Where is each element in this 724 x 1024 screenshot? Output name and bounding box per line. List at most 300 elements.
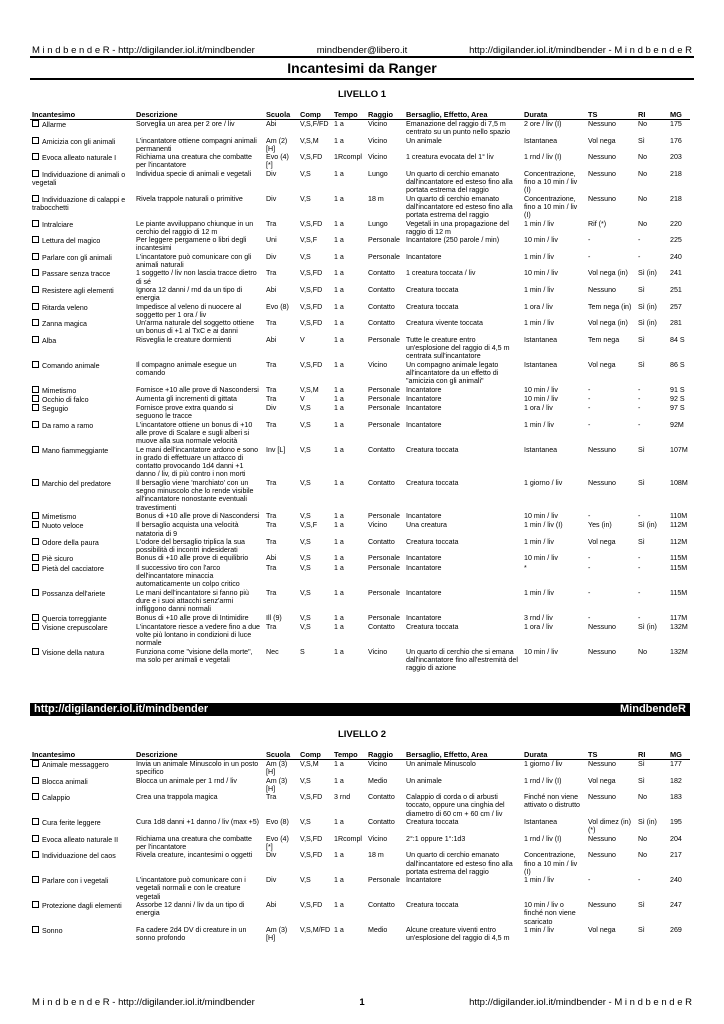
cell-source-page: 108M [670,478,688,487]
spell-name-text: Blocca animali [42,777,88,786]
cell-spell-name [30,336,134,361]
cell-spell-resistance: Sì [638,335,645,344]
checkbox[interactable] [32,404,39,411]
cell-spell-name [30,404,134,421]
column-header-target: Bersaglio, Effetto, Area [404,750,522,760]
cell-spell-name [30,386,134,395]
cell-spell-name [30,120,134,137]
column-header-saving-throw: TS [586,750,636,760]
cell-saving-throw: Nessuno [588,194,616,203]
page-footer [32,996,692,1008]
checkbox[interactable] [32,835,39,842]
checkbox[interactable] [32,446,39,453]
cell-school: Evo (4) [*] [266,834,289,851]
cell-source-page: 92 S [670,394,685,403]
cell-range: Lungo [368,219,388,228]
cell-duration: 10 min / liv o finché non viene scaricato [524,901,576,926]
table-row [30,395,690,404]
cell-range: Contatto [368,285,395,294]
cell-components: V,S,M [300,136,319,145]
cell-target: Un animale [406,776,442,785]
cell-target: Un compagno animale legato all'incantatore da un effetto di "amicizia con gli animali" [406,360,499,386]
cell-spell-name [30,195,134,220]
cell-source-page: 92M [670,420,684,429]
cell-source-page: 86 S [670,360,685,369]
cell-casting-time: 1 a [334,563,344,572]
cell-target: 1 creatura evocata del 1° liv [406,153,494,162]
cell-description: Individua specie di animali e vegetali [136,169,252,178]
column-header-saving-throw: TS [586,110,636,120]
cell-spell-resistance: No [638,153,648,162]
cell-saving-throw: Nessuno [588,120,616,128]
cell-school: Abi [266,285,277,294]
cell-spell-name [30,303,134,320]
cell-description: Fornisce prove extra quando si seguono le tracce [136,404,234,421]
cell-spell-resistance: - [638,876,641,885]
cell-duration: 1 min / liv [524,219,554,228]
cell-description: Richiama una creatura che combatte per l'incantatore [136,834,252,851]
cell-spell-name [30,564,134,589]
spell-name-text: Marchio del predatore [42,479,112,488]
cell-description: Assorbe 12 danni / liv da un tipo di energia [136,901,245,918]
cell-target: Creatura toccata [406,537,459,546]
table-row [30,564,690,589]
footer-right-text: http://digilander.iol.it/mindbender - M i n d b e n d e R [469,996,692,1008]
cell-spell-name [30,286,134,303]
cell-description: Aumenta gli incrementi di gittata [136,394,237,403]
cell-source-page: 175 [670,120,682,128]
spell-name-text: Visione della natura [42,648,105,657]
cell-school: Tra [266,269,277,278]
cell-school: Div [266,252,277,261]
cell-school: Abi [266,335,277,344]
cell-source-page: 281 [670,319,682,328]
cell-duration: 10 min / liv [524,647,558,656]
table-row [30,336,690,361]
cell-duration: Finché non viene attivato o distrutto [524,793,580,810]
cell-casting-time: 1 a [334,404,344,413]
cell-duration: Istantanea [524,360,558,369]
table-row [30,835,690,852]
table-row [30,818,690,835]
cell-components: V,S,FD [300,901,323,910]
cell-school: Ill (9) [266,613,282,622]
cell-description: Richiama una creatura che combatte per l'incantatore [136,153,252,170]
cell-casting-time: 1 a [334,360,344,369]
cell-saving-throw: Vol dimez (in) (*) [588,818,631,835]
checkbox[interactable] [32,521,39,528]
cell-spell-resistance: No [638,647,648,656]
cell-target: Incantatore [406,613,442,622]
cell-school: Am (3) [H] [266,925,288,943]
checkbox[interactable] [32,614,39,621]
spell-name-text: Parlare con gli animali [42,253,112,262]
cell-target: Creatura toccata [406,818,459,827]
checkbox[interactable] [32,137,39,144]
cell-source-page: 117M [670,613,688,622]
cell-description: Fa cadere 2d4 DV di creature in un sonno profondo [136,925,247,943]
section-divider-bar [30,703,690,716]
cell-range: Personale [368,404,400,413]
cell-components: V,S [300,818,311,827]
checkbox[interactable] [32,623,39,630]
cell-school: Tra [266,521,277,530]
cell-saving-throw: - [588,385,591,394]
spell-name-text: Amicizia con gli animali [42,137,116,146]
cell-spell-resistance: - [638,588,641,597]
spell-name-text: Quercia torreggiante [42,614,107,623]
cell-school: Div [266,851,277,860]
table-row [30,319,690,336]
cell-components: V,S,FD [300,153,323,162]
cell-saving-throw: Nessuno [588,622,616,631]
checkbox[interactable] [32,120,39,127]
cell-casting-time: 1 a [334,925,344,934]
cell-casting-time: 1 a [334,302,344,311]
checkbox[interactable] [32,303,39,310]
spell-name-text: Zanna magica [42,320,87,329]
cell-range: Personale [368,420,400,429]
table-row [30,137,690,154]
cell-components: V,S,M [300,760,319,768]
cell-saving-throw: Vol nega [588,776,616,785]
cell-spell-name [30,220,134,237]
cell-range: Personale [368,876,400,885]
cell-casting-time: 1 a [334,776,344,785]
cell-school: Abi [266,901,277,910]
checkbox[interactable] [32,319,39,326]
checkbox[interactable] [32,269,39,276]
cell-range: Contatto [368,302,395,311]
footer-left-text: M i n d b e n d e R - http://digilander.iol.it/mindbender [32,996,255,1008]
cell-duration: 1 min / liv (I) [524,521,563,530]
cell-spell-name [30,589,134,614]
cell-source-page: 247 [670,901,682,910]
table-header-row [30,750,690,760]
checkbox[interactable] [32,153,39,160]
cell-description: Bonus di +10 alle prove di Intimidire [136,613,249,622]
column-header-spell-resistance: RI [636,750,668,760]
column-header-casting-time: Tempo [332,110,366,120]
cell-description: Le piante avviluppano chiunque in un cerchio del raggio di 12 m [136,219,254,236]
checkbox[interactable] [32,195,39,202]
cell-source-page: 177 [670,760,682,768]
cell-casting-time: 1Rcompl [334,834,362,843]
spell-name-text: Lettura del magico [42,237,101,246]
cell-spell-name [30,269,134,286]
cell-source-page: 112M [670,537,688,546]
cell-target: Un animale [406,136,442,145]
cell-saving-throw: Vol nega [588,537,616,546]
cell-saving-throw: Vol nega (in) [588,269,628,278]
cell-components: V,S [300,194,311,203]
cell-range: Personale [368,335,400,344]
checkbox[interactable] [32,777,39,784]
checkbox[interactable] [32,793,39,800]
cell-spell-resistance: Sì [638,478,645,487]
cell-duration: Istantanea [524,335,558,344]
cell-range: Lungo [368,169,388,178]
table-row [30,648,690,673]
checkbox[interactable] [32,564,39,571]
spell-name-text: Individuazione di calappi e trabocchetti [32,195,126,212]
cell-range: Contatto [368,269,395,278]
cell-spell-name [30,614,134,623]
spell-name-text: Occhio di falco [42,395,89,404]
cell-school: Am (3) [H] [266,760,288,777]
cell-source-page: 110M [670,511,688,520]
cell-target: Un quarto di cerchio emanato dall'incantatore ed esteso fino alla portata estrema del raggio [406,169,513,195]
spell-name-text: Da ramo a ramo [42,421,94,430]
cell-components: V,S,FD [300,302,323,311]
cell-school: Tra [266,420,277,429]
cell-school: Tra [266,360,277,369]
cell-saving-throw: Nessuno [588,851,616,860]
column-header-range: Raggio [366,110,404,120]
cell-range: 18 m [368,851,384,860]
cell-duration: 1 giorno / liv [524,478,563,487]
table-row [30,421,690,446]
cell-school: Uni [266,236,277,245]
cell-source-page: 204 [670,834,682,843]
checkbox[interactable] [32,386,39,393]
cell-duration: 10 min / liv [524,394,558,403]
checkbox[interactable] [32,760,39,767]
cell-components: S [300,647,305,656]
cell-source-page: 115M [670,563,688,572]
cell-saving-throw: - [588,554,591,563]
table-row [30,404,690,421]
cell-spell-resistance: Sì [638,285,645,294]
cell-spell-name [30,253,134,270]
checkbox[interactable] [32,554,39,561]
cell-target: Vegetali in una propagazione del raggio di 12 m [406,219,509,236]
checkbox[interactable] [32,851,39,858]
cell-spell-resistance: Sì (in) [638,269,657,278]
cell-target: Incantatore [406,563,442,572]
page-title: Incantesimi da Ranger [30,56,694,80]
spell-name-text: Animale messaggero [42,761,109,769]
cell-source-page: 132M [670,622,688,631]
checkbox[interactable] [32,512,39,519]
cell-target: 1 creatura toccata / liv [406,269,476,278]
cell-casting-time: 1 a [334,169,344,178]
cell-target: Creatura vivente toccata [406,319,483,328]
cell-casting-time: 1 a [334,901,344,910]
cell-target: Un quarto di cerchio emanato dall'incantatore ed esteso fino alla portata estrema del raggio [406,851,513,876]
cell-school: Tra [266,385,277,394]
spell-name-text: Individuazione di animali o vegetali [32,170,126,188]
spell-name-text: Resistere agli elementi [42,286,114,295]
cell-saving-throw: - [588,394,591,403]
checkbox[interactable] [32,253,39,260]
cell-spell-resistance: - [638,385,641,394]
cell-target: Creatura toccata [406,445,459,454]
checkbox[interactable] [32,361,39,368]
checkbox[interactable] [32,336,39,343]
cell-spell-name [30,876,134,901]
spell-name-text: Protezione dagli elementi [42,902,122,911]
cell-description: 1 soggetto / liv non lascia tracce dietro di sé [136,269,257,286]
cell-components: V,S [300,622,311,631]
table-row [30,286,690,303]
cell-casting-time: 1 a [334,136,344,145]
cell-saving-throw: Rif (*) [588,219,607,228]
cell-description: Bonus di +10 alle prove di Nascondersi [136,511,260,520]
cell-duration: 1 ora / liv [524,622,553,631]
cell-spell-name [30,512,134,521]
cell-spell-name [30,793,134,818]
cell-target: 2°:1 oppure 1°:1d3 [406,834,466,843]
table-row [30,269,690,286]
cell-target: Un quarto di cerchio emanato dall'incantatore ed esteso fino alla portata estrema del raggio [406,194,513,220]
page-header [32,44,692,56]
cell-source-page: 240 [670,252,682,261]
cell-spell-resistance: No [638,169,648,178]
cell-target: Un animale Minuscolo [406,760,476,768]
table-row [30,170,690,195]
cell-duration: Istantanea [524,136,558,145]
cell-school: Am (2) [H] [266,136,288,153]
cell-components: V,S,FD [300,793,323,802]
cell-components: V [300,335,305,344]
column-header-components: Comp [298,110,332,120]
cell-saving-throw: Nessuno [588,793,616,802]
cell-spell-name [30,446,134,479]
checkbox[interactable] [32,876,39,883]
checkbox[interactable] [32,901,39,908]
cell-duration: * [524,563,527,572]
cell-spell-name [30,818,134,835]
cell-description: Ignora 12 danni / rnd da un tipo di energia [136,285,243,303]
table-row [30,777,690,794]
cell-description: L'incantatore ottiene un bonus di +10 alle prove di Scalare e sugli alberi si muove alla sua normale velocità [136,420,253,446]
checkbox[interactable] [32,286,39,293]
table-row [30,446,690,479]
cell-casting-time: 1 a [334,760,344,768]
cell-duration: 1 rnd / liv (I) [524,776,562,785]
cell-spell-name [30,835,134,852]
checkbox[interactable] [32,236,39,243]
checkbox[interactable] [32,170,39,177]
cell-saving-throw: Nessuno [588,901,616,910]
checkbox[interactable] [32,818,39,825]
column-header-target: Bersaglio, Effetto, Area [404,110,522,120]
cell-spell-name [30,137,134,154]
cell-components: V,S [300,445,311,454]
cell-duration: Concentrazione, fino a 10 min / liv (I) [524,194,578,220]
cell-range: Personale [368,236,400,245]
table-row [30,361,690,386]
cell-spell-name [30,395,134,404]
cell-spell-resistance: No [638,120,648,128]
cell-casting-time: 1 a [334,554,344,563]
divider-url: http://digilander.iol.it/mindbender [34,703,209,715]
cell-description: Blocca un animale per 1 rnd / liv [136,776,237,785]
table-row [30,614,690,623]
table-row [30,120,690,137]
cell-target: Incantatore [406,385,442,394]
cell-range: Vicino [368,120,388,128]
divider-brand: MindbendeR [620,703,686,715]
cell-target: Creatura toccata [406,478,459,487]
spell-name-text: Intralciare [42,220,74,229]
cell-description: Risveglia le creature dormienti [136,335,232,344]
cell-components: V,S [300,511,311,520]
cell-duration: 1 min / liv [524,420,554,429]
cell-components: V,S [300,876,311,885]
cell-components: V,S,FD [300,319,323,328]
cell-spell-resistance: - [638,511,641,520]
cell-casting-time: 1 a [334,818,344,827]
cell-saving-throw: Nessuno [588,834,616,843]
checkbox[interactable] [32,421,39,428]
cell-description: Rivela trappole naturali o primitive [136,194,243,203]
cell-duration: 1 min / liv [524,285,554,294]
cell-spell-resistance: - [638,404,641,413]
checkbox[interactable] [32,538,39,545]
cell-spell-name [30,361,134,386]
cell-school: Div [266,194,277,203]
cell-target: Un quarto di cerchio che si emana dall'incantatore fino all'estremità del raggio di azione [406,647,518,673]
cell-saving-throw: Nessuno [588,153,616,162]
checkbox[interactable] [32,479,39,486]
cell-saving-throw: Vol nega (in) [588,319,628,328]
cell-school: Tra [266,588,277,597]
cell-saving-throw: Nessuno [588,285,616,294]
cell-saving-throw: Tem nega [588,335,620,344]
cell-target: Tutte le creature entro un'esplosione del raggio di 4,5 m centrata sull'incantatore [406,335,510,361]
cell-duration: 1 giorno / liv [524,760,563,768]
cell-spell-resistance: No [638,793,648,802]
checkbox[interactable] [32,648,39,655]
checkbox[interactable] [32,589,39,596]
cell-spell-name [30,479,134,512]
cell-duration: 1 min / liv [524,876,554,885]
cell-school: Tra [266,394,277,403]
cell-spell-resistance: Sì [638,760,645,768]
checkbox[interactable] [32,395,39,402]
cell-school: Tra [266,319,277,328]
cell-range: Contatto [368,793,395,802]
checkbox[interactable] [32,926,39,933]
cell-range: 18 m [368,194,384,203]
cell-source-page: 107M [670,445,688,454]
cell-saving-throw: - [588,252,591,261]
cell-components: V [300,394,305,403]
cell-saving-throw: - [588,876,591,885]
cell-casting-time: 1 a [334,613,344,622]
table-row [30,512,690,521]
cell-range: Vicino [368,153,388,162]
cell-casting-time: 1 a [334,876,344,885]
level-1-table [30,110,690,673]
spell-name-text: Mimetismo [42,512,77,521]
cell-source-page: 225 [670,236,682,245]
cell-range: Personale [368,252,400,261]
cell-school: Tra [266,219,277,228]
cell-range: Contatto [368,478,395,487]
checkbox[interactable] [32,220,39,227]
cell-spell-resistance: Sì [638,360,645,369]
cell-range: Medio [368,776,388,785]
cell-spell-resistance: - [638,554,641,563]
table-row [30,153,690,170]
cell-school: Abi [266,554,277,563]
cell-description: Per leggere pergamene o libri degli incantesimi [136,236,247,253]
cell-description: Fornisce +10 alle prove di Nascondersi [136,385,259,394]
table-row [30,386,690,395]
